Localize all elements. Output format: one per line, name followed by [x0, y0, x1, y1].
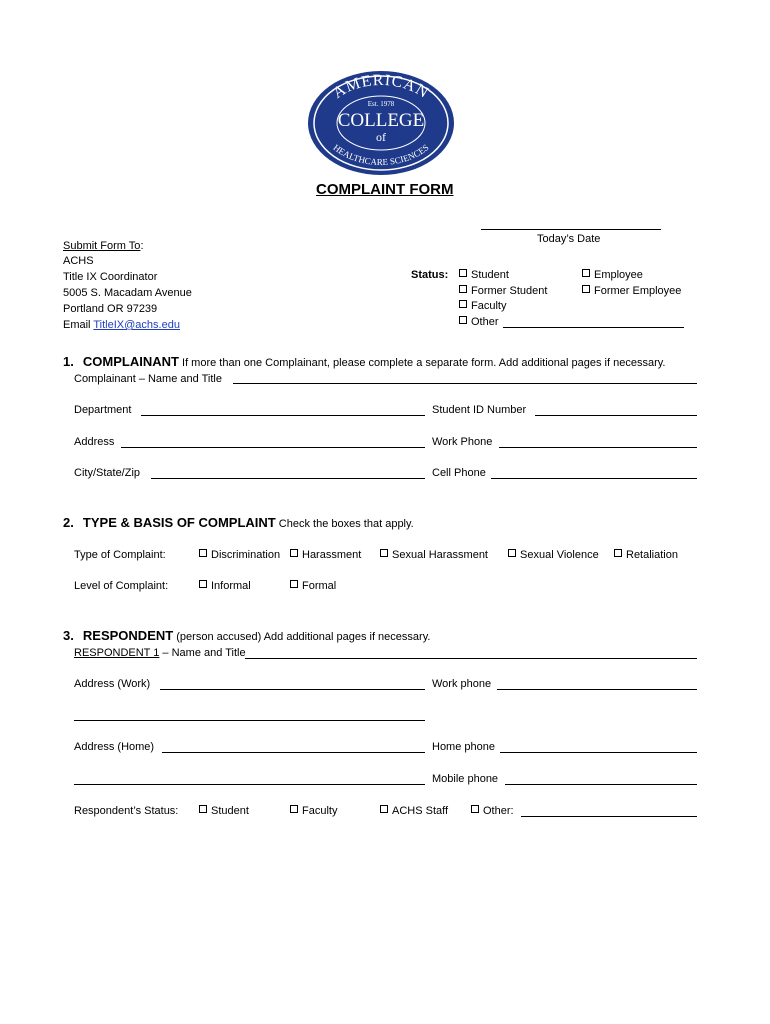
- status-faculty-checkbox[interactable]: [459, 300, 506, 312]
- section1-heading: [63, 354, 665, 369]
- todays-date-label: Today’s Date: [537, 233, 601, 245]
- complainant-name-label: Complainant – Name and Title: [74, 373, 222, 385]
- status-other-field[interactable]: [503, 327, 684, 328]
- type-retaliation-label: Retaliation: [626, 549, 678, 561]
- type-discrimination-label: Discrimination: [211, 549, 281, 561]
- respondent-name-label: [74, 647, 246, 659]
- cell-phone-field[interactable]: [491, 478, 697, 479]
- section1-title: COMPLAINANT: [82, 354, 179, 369]
- status-other-label: Other: [471, 316, 499, 328]
- logo-line2: COLLEGE: [337, 110, 425, 131]
- checkbox-box[interactable]: [459, 316, 467, 324]
- student-id-label: Student ID Number: [432, 404, 527, 416]
- respondent-home-phone-field[interactable]: [500, 752, 697, 753]
- level-informal-label: Informal: [211, 580, 251, 592]
- department-field[interactable]: [141, 415, 425, 416]
- cell-phone-label: Cell Phone: [432, 467, 486, 479]
- section2-title: TYPE & BASIS OF COMPLAINT: [82, 515, 276, 530]
- section2-heading: [63, 515, 414, 530]
- form-title: COMPLAINT FORM: [316, 181, 454, 198]
- student-id-field[interactable]: [535, 415, 697, 416]
- type-of-complaint-label: Type of Complaint:: [74, 549, 166, 561]
- status-former-employee-label: Former Employee: [594, 285, 682, 297]
- type-sexual-harassment-checkbox[interactable]: [380, 549, 488, 561]
- type-sexual-violence-label: Sexual Violence: [520, 549, 599, 561]
- logo-est: Est. 1978: [367, 100, 395, 108]
- status-employee-checkbox[interactable]: [582, 269, 643, 281]
- checkbox-box[interactable]: [199, 549, 207, 557]
- address-field[interactable]: [121, 447, 425, 448]
- respondent-other-field[interactable]: [521, 816, 697, 817]
- respondent-other-checkbox[interactable]: [471, 805, 514, 817]
- level-formal-checkbox[interactable]: [290, 580, 336, 592]
- checkbox-box[interactable]: [471, 805, 479, 813]
- college-logo: [306, 69, 456, 177]
- submit-email: [63, 319, 180, 331]
- complainant-name-field[interactable]: [233, 383, 697, 384]
- email-label: Email: [63, 319, 94, 331]
- section2-note: Check the boxes that apply.: [275, 518, 414, 530]
- section3-note: (person accused) Add additional pages if necessary.: [173, 631, 431, 643]
- checkbox-box[interactable]: [199, 580, 207, 588]
- status-former-student-label: Former Student: [471, 285, 548, 297]
- checkbox-box[interactable]: [508, 549, 516, 557]
- respondent-address-work-label: Address (Work): [74, 678, 151, 690]
- department-label: Department: [74, 404, 132, 416]
- status-faculty-label: Faculty: [471, 300, 507, 312]
- level-of-complaint-label: Level of Complaint:: [74, 580, 169, 592]
- level-formal-label: Formal: [302, 580, 337, 592]
- work-phone-field[interactable]: [499, 447, 697, 448]
- checkbox-box[interactable]: [380, 549, 388, 557]
- respondent-achs-staff-label: ACHS Staff: [392, 805, 449, 817]
- respondent-address-home-label: Address (Home): [74, 741, 155, 753]
- submit-line-2: Title IX Coordinator: [63, 271, 158, 283]
- logo-line3: of: [376, 130, 386, 144]
- respondent-address-home-field[interactable]: [162, 752, 425, 753]
- submit-to-colon: :: [140, 240, 144, 252]
- respondent-student-checkbox[interactable]: [199, 805, 249, 817]
- respondent-status-label: Respondent’s Status:: [74, 805, 179, 817]
- checkbox-box[interactable]: [614, 549, 622, 557]
- section3-number: 3.: [63, 628, 74, 643]
- section2-number: 2.: [63, 515, 74, 530]
- section1-note: If more than one Complainant, please complete a separate form. Add additional pages if necessary.: [178, 357, 666, 369]
- type-harassment-checkbox[interactable]: [290, 549, 361, 561]
- city-state-zip-label: City/State/Zip: [74, 467, 141, 479]
- respondent-other-label: Other:: [483, 805, 514, 817]
- status-student-checkbox[interactable]: [459, 269, 509, 281]
- status-former-employee-checkbox[interactable]: [582, 285, 681, 297]
- respondent-mobile-phone-label: Mobile phone: [432, 773, 499, 785]
- submit-line-3: 5005 S. Macadam Avenue: [63, 287, 192, 299]
- submit-to-heading-text: Submit Form To: [63, 240, 141, 252]
- type-discrimination-checkbox[interactable]: [199, 549, 280, 561]
- submit-line-4: Portland OR 97239: [63, 303, 158, 315]
- checkbox-box[interactable]: [459, 300, 467, 308]
- submit-line-1: ACHS: [63, 255, 94, 267]
- logo-line4: HEALTHCARE SCIENCES: [331, 142, 431, 168]
- section3-heading: [63, 628, 430, 643]
- submit-to-heading: [63, 240, 144, 252]
- checkbox-box[interactable]: [582, 269, 590, 277]
- status-former-student-checkbox[interactable]: [459, 285, 547, 297]
- respondent-address-work-field-2[interactable]: [74, 720, 425, 721]
- status-label: Status:: [411, 269, 449, 281]
- respondent-achs-staff-checkbox[interactable]: [380, 805, 448, 817]
- level-informal-checkbox[interactable]: [199, 580, 251, 592]
- status-student-label: Student: [471, 269, 509, 281]
- type-sexual-harassment-label: Sexual Harassment: [392, 549, 488, 561]
- checkbox-box[interactable]: [582, 285, 590, 293]
- email-link[interactable]: TitleIX@achs.edu: [93, 319, 180, 331]
- logo-line1: AMERICAN: [330, 71, 432, 102]
- respondent-1-label: RESPONDENT 1: [74, 647, 160, 659]
- status-employee-label: Employee: [594, 269, 643, 281]
- checkbox-box[interactable]: [199, 805, 207, 813]
- address-label: Address: [74, 436, 115, 448]
- checkbox-box[interactable]: [459, 285, 467, 293]
- respondent-work-phone-label: Work phone: [432, 678, 492, 690]
- respondent-home-phone-label: Home phone: [432, 741, 495, 753]
- checkbox-box[interactable]: [290, 805, 298, 813]
- respondent-faculty-label: Faculty: [302, 805, 338, 817]
- type-retaliation-checkbox[interactable]: [614, 549, 678, 561]
- respondent-mobile-phone-field[interactable]: [505, 784, 697, 785]
- status-other-checkbox[interactable]: [459, 316, 499, 328]
- section3-title: RESPONDENT: [82, 628, 174, 643]
- respondent-student-label: Student: [211, 805, 249, 817]
- respondent-work-phone-field[interactable]: [497, 689, 697, 690]
- checkbox-box[interactable]: [380, 805, 388, 813]
- city-state-zip-field[interactable]: [151, 478, 425, 479]
- todays-date-field[interactable]: [481, 229, 661, 230]
- respondent-faculty-checkbox[interactable]: [290, 805, 337, 817]
- type-harassment-label: Harassment: [302, 549, 362, 561]
- type-sexual-violence-checkbox[interactable]: [508, 549, 599, 561]
- section1-number: 1.: [63, 354, 74, 369]
- work-phone-label: Work Phone: [432, 436, 493, 448]
- checkbox-box[interactable]: [459, 269, 467, 277]
- respondent-suffix: – Name and Title: [159, 647, 246, 659]
- checkbox-box[interactable]: [290, 580, 298, 588]
- respondent-address-home-field-2[interactable]: [74, 784, 425, 785]
- respondent-name-field[interactable]: [245, 658, 697, 659]
- checkbox-box[interactable]: [290, 549, 298, 557]
- respondent-address-work-field[interactable]: [160, 689, 425, 690]
